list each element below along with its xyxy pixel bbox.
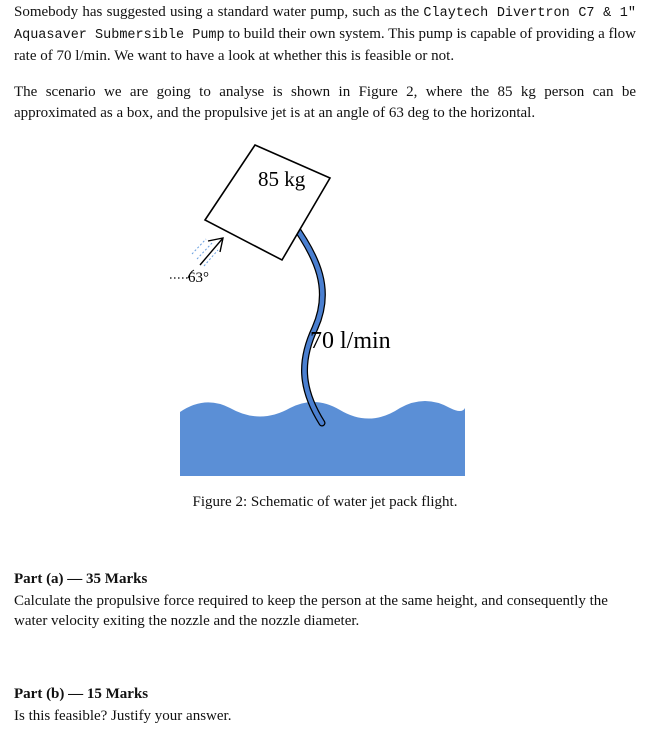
part-b-heading: Part (b) — 15 Marks	[14, 686, 149, 702]
person-box	[205, 145, 330, 260]
water-body	[180, 401, 465, 476]
angle-label: 63°	[188, 270, 209, 286]
jet-arrow	[192, 238, 223, 266]
intro-paragraph-2: The scenario we are going to analyse is shown in Figure 2, where the 85 kg person can be approximated as a box, and the propulsive jet is at an angle of 63 deg to the horizontal.	[14, 84, 636, 121]
intro-text-1b: to build their own system. This pump is capable of providing a flow rate of 70 l/min. We want to have a look at whether this is feasible or not.	[14, 26, 636, 64]
flow-label: 70 l/min	[310, 328, 391, 354]
part-a-text: Calculate the propulsive force required to keep the person at the same height, and consequently the water velocity exiting the nozzle and the nozzle diameter.	[14, 593, 608, 629]
intro-paragraph-1	[14, 2, 636, 67]
figure-caption: Figure 2: Schematic of water jet pack flight.	[192, 494, 458, 510]
part-a-heading: Part (a) — 35 Marks	[14, 571, 148, 587]
pump-name-code: Claytech Divertron C7 & 1" Aquasaver Submersible Pump	[14, 6, 636, 43]
jetpack-schematic	[150, 140, 510, 485]
mass-label: 85 kg	[258, 167, 306, 191]
intro-text-1a: Somebody has suggested using a standard water pump, such as the	[14, 4, 424, 20]
part-b-text: Is this feasible? Justify your answer.	[14, 708, 232, 724]
